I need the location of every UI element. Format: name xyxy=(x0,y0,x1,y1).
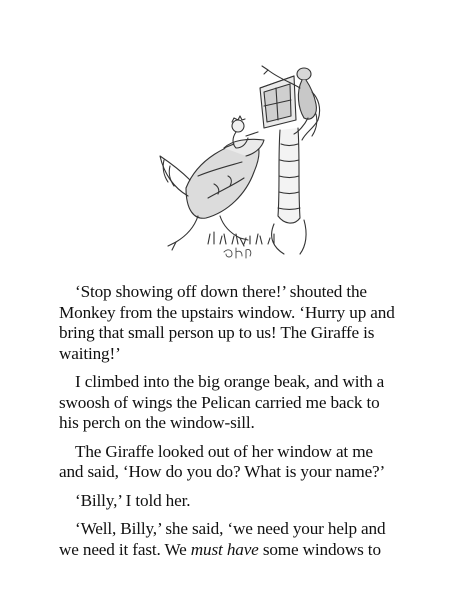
emphasis-text: must have xyxy=(190,539,259,559)
text-line: swoosh of wings the Pelican carried me back to xyxy=(59,392,380,412)
text-line: ‘Stop showing off down there!’ shouted the xyxy=(75,282,367,301)
text-line: ‘Well, Billy,’ she said, ‘we need your help and xyxy=(75,519,386,538)
text-line: The Giraffe looked out of her window at me xyxy=(75,441,373,461)
text-line: his perch on the window-sill. xyxy=(59,413,255,432)
text-line: and said, ‘How do you do? What is your name?’ xyxy=(59,462,386,481)
artist-signature xyxy=(224,248,251,258)
paragraph-2 xyxy=(59,372,411,434)
text-line: bring that small person up to us! The Giraffe is xyxy=(59,323,375,342)
text-line: Monkey from the upstairs window. ‘Hurry up and xyxy=(59,302,395,322)
paragraph-5 xyxy=(59,519,411,560)
text-line xyxy=(59,540,411,561)
text-fragment: some windows to xyxy=(258,539,381,559)
pelican-icon xyxy=(160,139,264,250)
text-line: ‘Billy,’ I told her. xyxy=(75,490,191,510)
text-line: I climbed into the big orange beak, and with a xyxy=(75,372,385,391)
text-line: waiting!’ xyxy=(59,343,121,363)
paragraph-4 xyxy=(59,491,411,512)
paragraph-1 xyxy=(59,282,411,364)
pelican-monkey-illustration xyxy=(128,48,328,260)
paragraph-3 xyxy=(59,442,411,483)
text-fragment: we need it fast. We xyxy=(59,539,191,559)
story-text xyxy=(59,282,411,568)
